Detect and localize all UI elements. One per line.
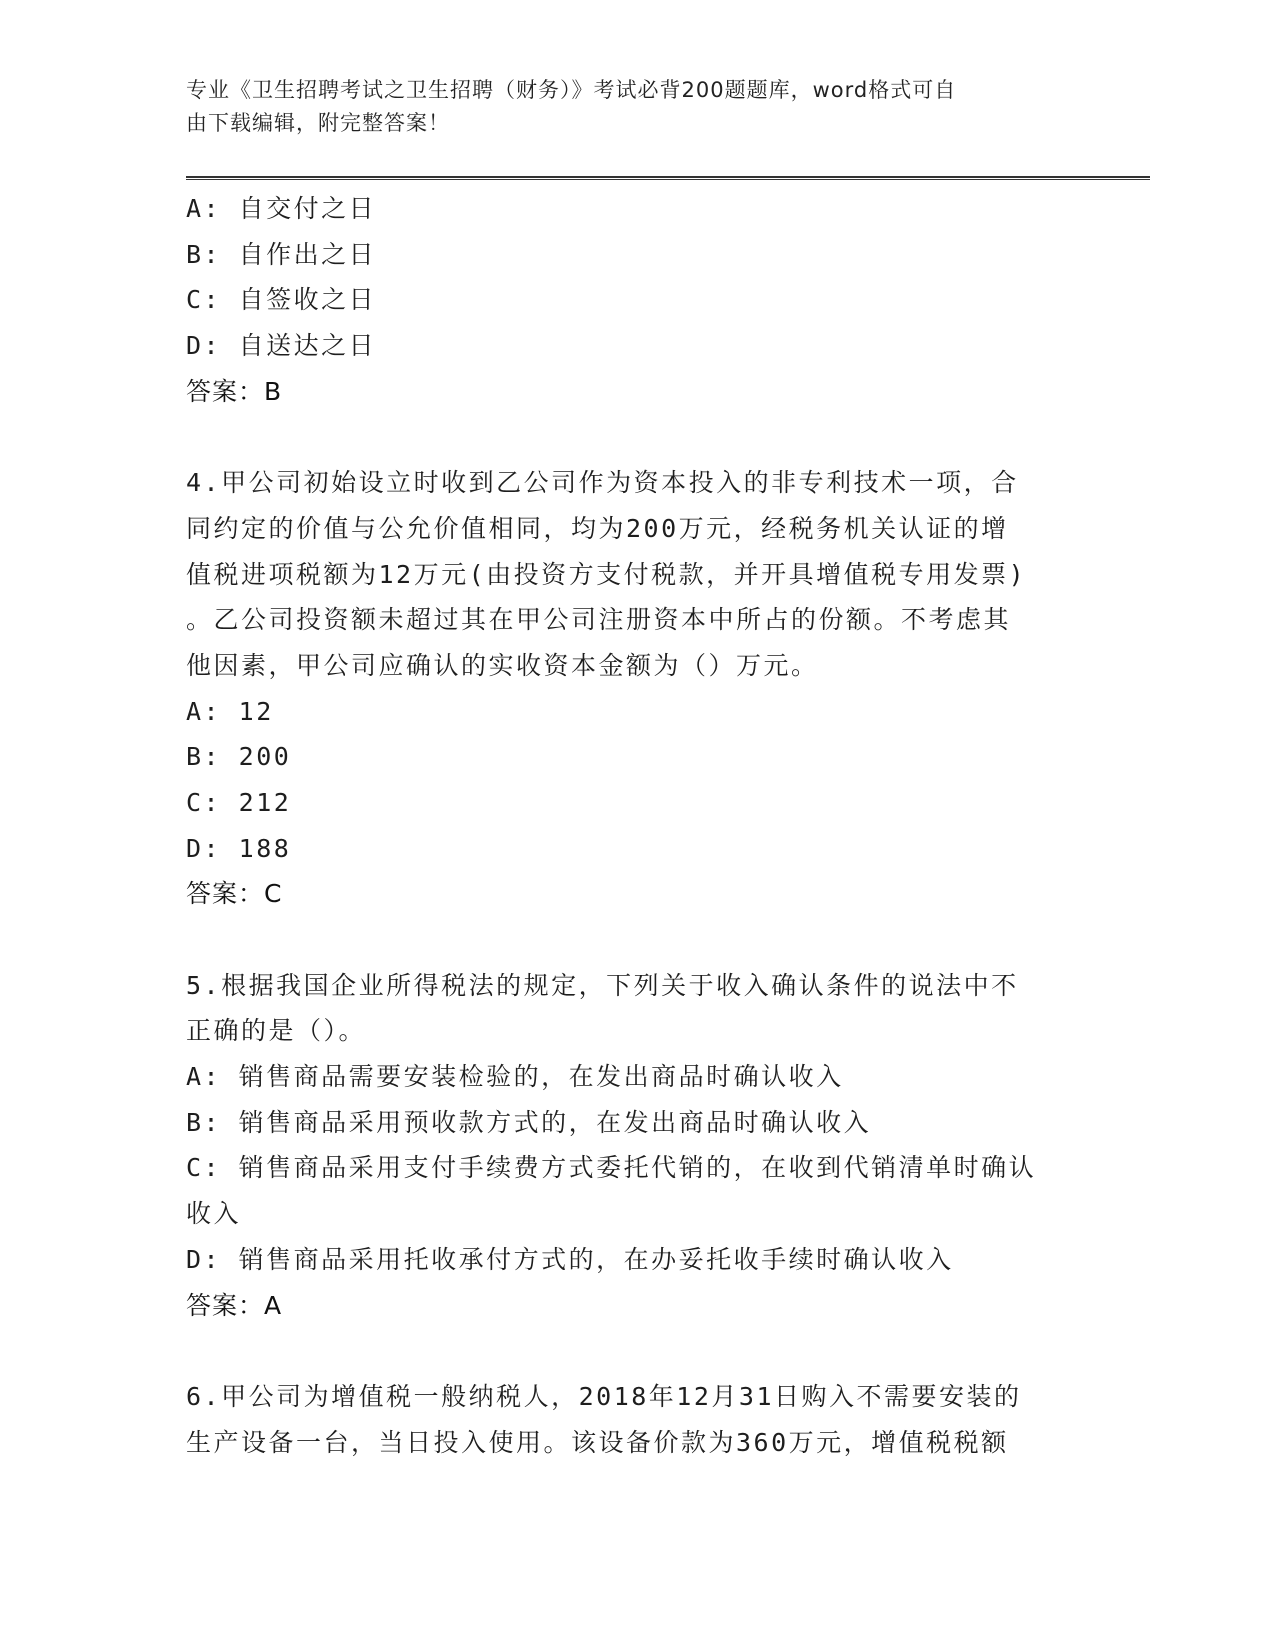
- question-stem-line: 生产设备一台，当日投入使用。该设备价款为360万元，增值税税额: [186, 1427, 1009, 1457]
- question-4: [186, 460, 1076, 917]
- option-c: C: 212: [186, 787, 292, 817]
- answer: 答案：B: [186, 376, 283, 406]
- option-a: A: 12: [186, 696, 274, 726]
- question-stem-line: 同约定的价值与公允价值相同，均为200万元，经税务机关认证的增: [186, 513, 1009, 543]
- question-stem-line: 他因素，甲公司应确认的实收资本金额为（）万元。: [186, 650, 819, 680]
- question-5: [186, 963, 1076, 1329]
- option-b: B: 销售商品采用预收款方式的，在发出商品时确认收入: [186, 1107, 872, 1137]
- question-stem-line: 6.甲公司为增值税一般纳税人，2018年12月31日购入不需要安装的: [186, 1381, 1022, 1411]
- question-stem-line: 。乙公司投资额未超过其在甲公司注册资本中所占的份额。不考虑其: [186, 605, 1012, 635]
- option-a: A: 自交付之日: [186, 194, 377, 223]
- question-stem-line: 5.根据我国企业所得税法的规定，下列关于收入确认条件的说法中不: [186, 970, 1019, 1000]
- document-header: [186, 74, 1066, 140]
- answer: 答案：C: [186, 879, 283, 909]
- option-c: C: 自签收之日: [186, 285, 377, 315]
- question-6: [186, 1374, 1076, 1465]
- answer: 答案：A: [186, 1290, 283, 1320]
- header-divider: [186, 176, 1150, 180]
- option-d: D: 188: [186, 833, 292, 863]
- option-c-continued: 收入: [186, 1199, 242, 1229]
- option-d: D: 自送达之日: [186, 331, 377, 361]
- question-stem-line: 值税进项税额为12万元(由投资方支付税款，并开具增值税专用发票): [186, 559, 1027, 589]
- option-b: B: 200: [186, 742, 292, 772]
- question-stem-line: 正确的是（）。: [186, 1016, 367, 1046]
- header-line-1: 专业《卫生招聘考试之卫生招聘（财务）》考试必背200题题库，word格式可自: [186, 78, 957, 102]
- option-a: A: 销售商品需要安装检验的，在发出商品时确认收入: [186, 1062, 844, 1092]
- question-stem-line: 4.甲公司初始设立时收到乙公司作为资本投入的非专利技术一项，合: [186, 468, 1019, 498]
- option-d: D: 销售商品采用托收承付方式的，在办妥托收手续时确认收入: [186, 1244, 954, 1274]
- question-3: [186, 186, 1076, 414]
- option-c: C: 销售商品采用支付手续费方式委托代销的，在收到代销清单时确认: [186, 1153, 1037, 1183]
- document-body: [186, 186, 1076, 1465]
- option-b: B: 自作出之日: [186, 239, 377, 269]
- header-line-2: 由下载编辑，附完整答案！: [186, 111, 450, 135]
